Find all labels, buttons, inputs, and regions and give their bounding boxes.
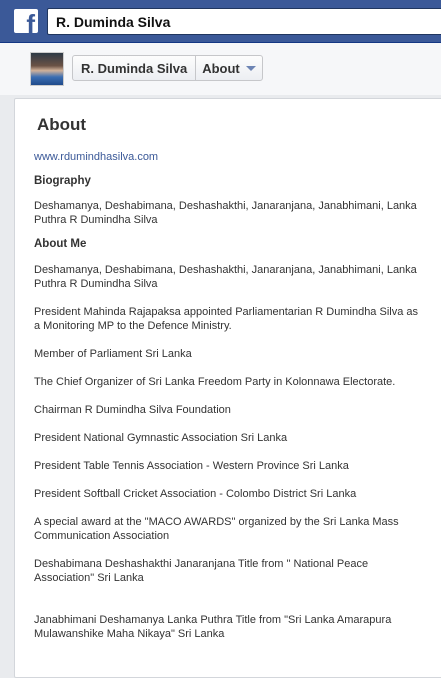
page-title: About [37, 115, 87, 134]
list-item: A special award at the "MACO AWARDS" organized by the Sri Lanka Mass Communication Association [34, 516, 399, 542]
top-navigation-bar [0, 0, 441, 43]
biography-text: Deshamanya, Deshabimana, Deshashakthi, Janaranjana, Janabhimani, Lanka Puthra R Dumindha Silva [34, 200, 417, 226]
website-link[interactable]: www.rdumindhasilva.com [34, 151, 159, 163]
facebook-logo-icon[interactable] [14, 9, 38, 33]
profile-nav-pill [72, 55, 263, 81]
list-item: The Chief Organizer of Sri Lanka Freedom Party in Kolonnawa Electorate. [34, 376, 396, 388]
about-dropdown-label: About [202, 60, 240, 76]
about-dropdown-button[interactable] [196, 56, 262, 80]
biography-label: Biography [34, 175, 91, 187]
list-item: Deshabimana Deshashakthi Janaranjana Title from " National Peace Association" Sri Lanka [34, 558, 369, 584]
list-item: President Mahinda Rajapaksa appointed Parliamentarian R Dumindha Silva as a Monitoring MP to the Defence Ministry. [34, 306, 418, 332]
facebook-logo-glyph: f [26, 9, 35, 33]
chevron-down-icon [246, 66, 256, 71]
avatar[interactable] [30, 52, 64, 86]
list-item: President Table Tennis Association - Western Province Sri Lanka [34, 460, 349, 472]
list-item: President National Gymnastic Association Sri Lanka [34, 432, 288, 444]
list-item: Deshamanya, Deshabimana, Deshashakthi, Janaranjana, Janabhimani, Lanka Puthra R Dumindha Silva [34, 264, 417, 290]
search-input[interactable]: R. Duminda Silva [47, 8, 441, 35]
list-item: Member of Parliament Sri Lanka [34, 348, 192, 360]
list-item: Janabhimani Deshamanya Lanka Puthra Title from "Sri Lanka Amarapura Mulawanshike Maha Nikaya" Sri Lanka [34, 614, 392, 640]
profile-name-button[interactable]: R. Duminda Silva [73, 56, 196, 80]
list-item: President Softball Cricket Association - Colombo District Sri Lanka [34, 488, 357, 500]
about-me-label: About Me [34, 238, 87, 250]
list-item: Chairman R Dumindha Silva Foundation [34, 404, 231, 416]
